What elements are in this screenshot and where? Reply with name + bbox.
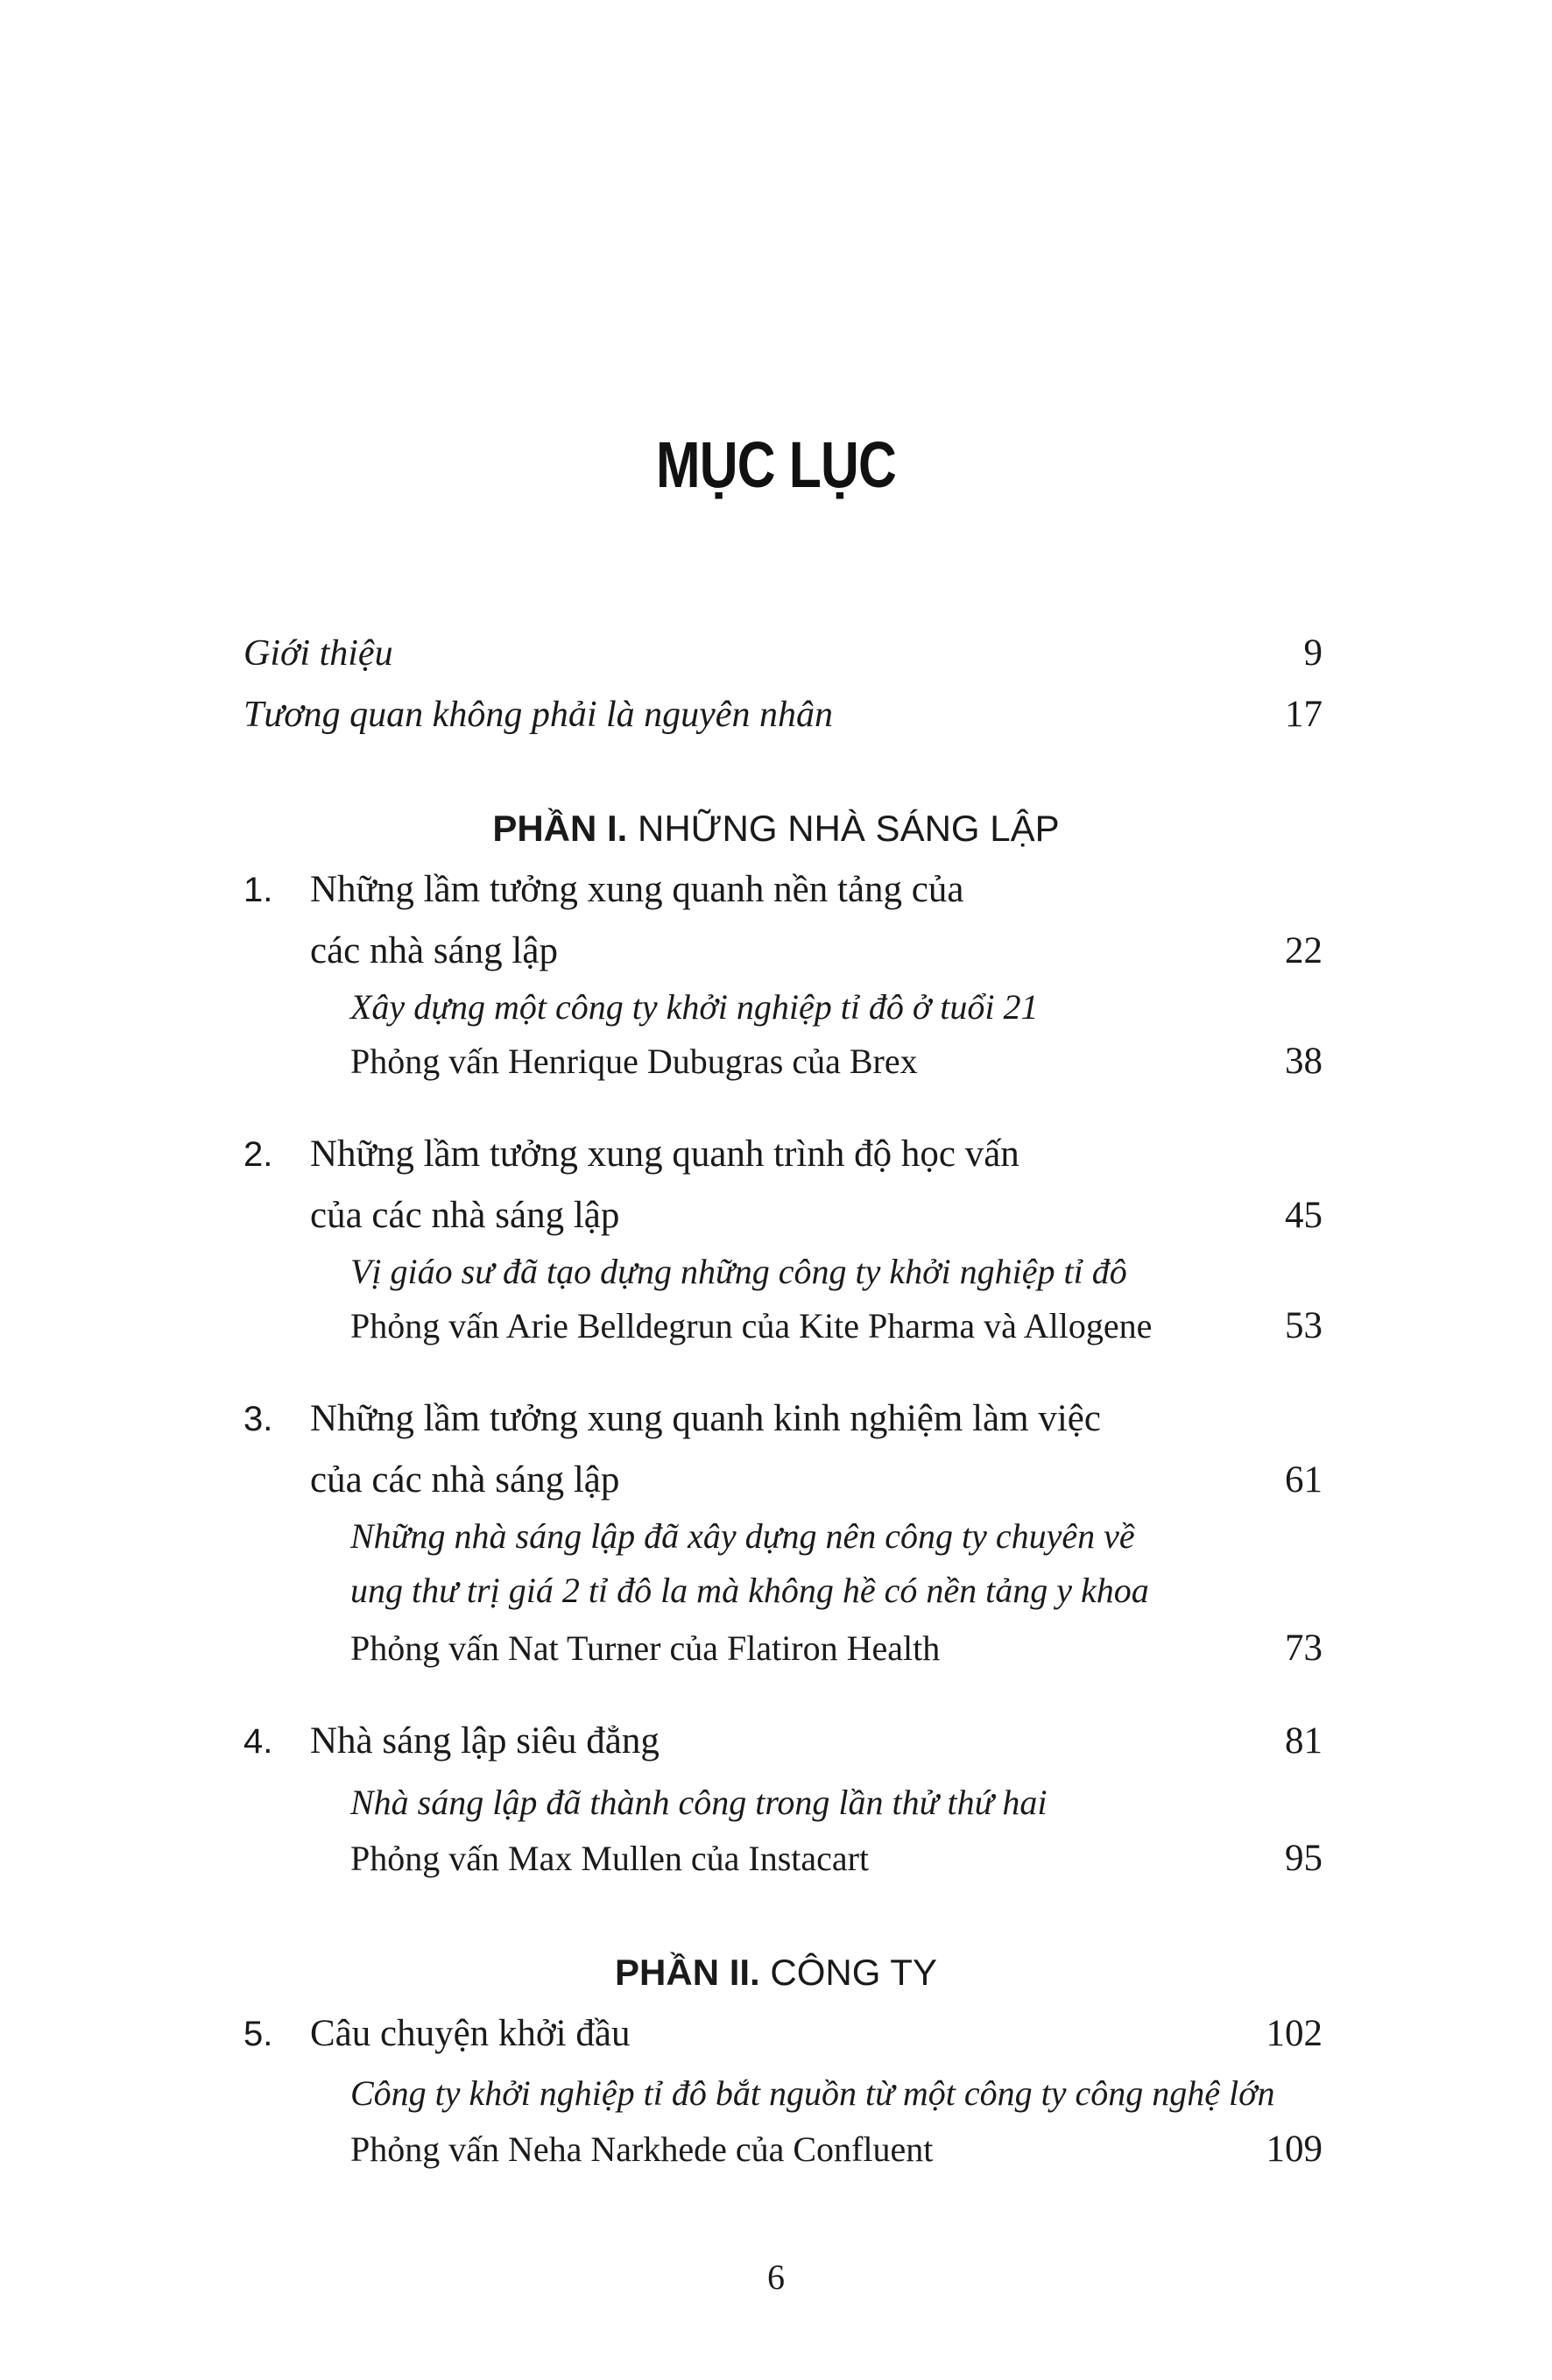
toc-entry-intro[interactable] <box>0 627 1552 680</box>
chapter-title: của các nhà sáng lập <box>310 1195 620 1236</box>
chapter-title: Câu chuyện khởi đầu <box>310 2013 631 2054</box>
chapter-3-subtitle-line-1 <box>0 1510 1552 1563</box>
chapter-page: 102 <box>1266 2013 1323 2054</box>
chapter-4-title[interactable] <box>0 1715 1552 1768</box>
part-name: CÔNG TY <box>770 1952 937 1993</box>
chapter-subtitle: Những nhà sáng lập đã xây dựng nên công ty chuyên về <box>350 1516 1135 1556</box>
chapter-2-subtitle <box>0 1246 1552 1298</box>
part-heading-2 <box>0 1946 1552 1999</box>
part-prefix: PHẦN I. <box>492 808 628 849</box>
chapter-subtitle: Vị giáo sư đã tạo dựng những công ty khởi nghiệp tỉ đô <box>350 1252 1127 1291</box>
chapter-page: 22 <box>1285 930 1323 971</box>
chapter-subtitle: Xây dựng một công ty khởi nghiệp tỉ đô ở tuổi 21 <box>350 987 1039 1027</box>
interview-page: 95 <box>1285 1838 1323 1879</box>
interview-page: 38 <box>1285 1041 1323 1082</box>
interview-page: 109 <box>1266 2129 1323 2170</box>
toc-entry-label: Tương quan không phải là nguyên nhân <box>243 695 833 735</box>
chapter-4-interview[interactable] <box>0 1833 1552 1885</box>
chapter-2-interview[interactable] <box>0 1300 1552 1352</box>
chapter-title: các nhà sáng lập <box>310 930 558 971</box>
chapter-title: Những lầm tưởng xung quanh trình độ học vấn <box>310 1134 1019 1175</box>
chapter-1-title-line-2[interactable] <box>0 925 1552 978</box>
chapter-number: 1. <box>243 871 273 909</box>
interview-page: 53 <box>1285 1305 1323 1346</box>
chapter-1-interview[interactable] <box>0 1035 1552 1088</box>
page-title: MỤC LỤC <box>655 428 897 501</box>
chapter-title: Những lầm tưởng xung quanh nền tảng của <box>310 869 964 910</box>
chapter-5-title[interactable] <box>0 2008 1552 2060</box>
chapter-1-title-line-1[interactable] <box>0 864 1552 916</box>
chapter-title: Những lầm tưởng xung quanh kinh nghiệm làm việc <box>310 1398 1101 1439</box>
chapter-3-interview[interactable] <box>0 1622 1552 1675</box>
toc-entry-page: 9 <box>1303 632 1323 674</box>
chapter-2-title-line-2[interactable] <box>0 1190 1552 1242</box>
chapter-number: 2. <box>243 1135 273 1174</box>
interview-label: Phỏng vấn Nat Turner của Flatiron Health <box>350 1628 941 1668</box>
part-heading-1 <box>0 802 1552 855</box>
chapter-5-subtitle <box>0 2067 1552 2120</box>
chapter-page: 81 <box>1285 1720 1323 1762</box>
toc-entry-page: 17 <box>1285 694 1323 735</box>
chapter-number: 3. <box>243 1400 273 1438</box>
chapter-title: của các nhà sáng lập <box>310 1459 620 1501</box>
page-number: 6 <box>767 2257 785 2297</box>
interview-page: 73 <box>1285 1628 1323 1669</box>
chapter-4-subtitle <box>0 1776 1552 1829</box>
part-prefix: PHẦN II. <box>615 1952 760 1993</box>
toc-entry-label: Giới thiệu <box>243 633 393 674</box>
chapter-3-title-line-1[interactable] <box>0 1393 1552 1445</box>
chapter-number: 4. <box>243 1722 273 1761</box>
chapter-title: Nhà sáng lập siêu đẳng <box>310 1720 660 1762</box>
interview-label: Phỏng vấn Henrique Dubugras của Brex <box>350 1042 918 1081</box>
interview-label: Phỏng vấn Max Mullen của Instacart <box>350 1839 870 1878</box>
interview-label: Phỏng vấn Neha Narkhede của Confluent <box>350 2129 934 2169</box>
chapter-subtitle: ung thư trị giá 2 tỉ đô la mà không hề có nền tảng y khoa <box>350 1571 1149 1610</box>
chapter-1-subtitle <box>0 981 1552 1034</box>
chapter-page: 61 <box>1285 1459 1323 1501</box>
chapter-page: 45 <box>1285 1195 1323 1236</box>
chapter-number: 5. <box>243 2015 273 2053</box>
chapter-2-title-line-1[interactable] <box>0 1128 1552 1181</box>
chapter-subtitle: Nhà sáng lập đã thành công trong lần thử thứ hai <box>350 1783 1048 1822</box>
interview-label: Phỏng vấn Arie Belldegrun của Kite Pharma và Allogene <box>350 1306 1153 1345</box>
chapter-3-subtitle-line-2 <box>0 1564 1552 1617</box>
part-name: NHỮNG NHÀ SÁNG LẬP <box>638 808 1060 849</box>
chapter-5-interview[interactable] <box>0 2123 1552 2176</box>
chapter-subtitle: Công ty khởi nghiệp tỉ đô bắt nguồn từ một công ty công nghệ lớn <box>350 2073 1275 2113</box>
chapter-3-title-line-2[interactable] <box>0 1454 1552 1507</box>
toc-entry-correlation[interactable] <box>0 689 1552 741</box>
